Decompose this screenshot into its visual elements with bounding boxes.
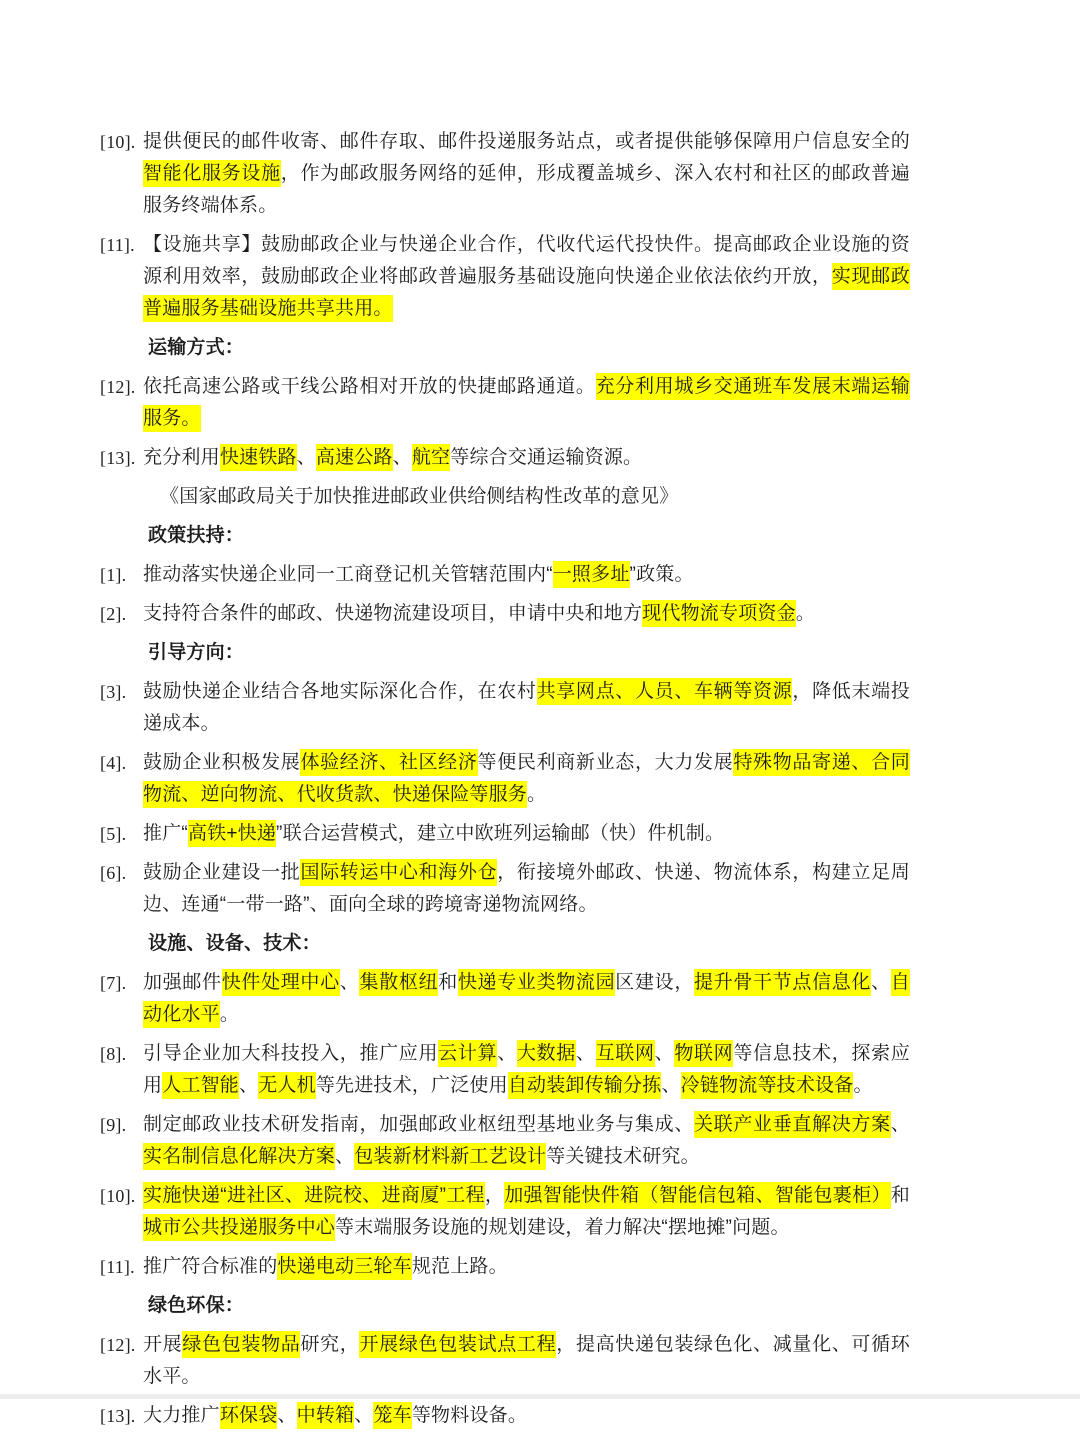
highlighted-text: 开展绿色包装试点工程	[359, 1331, 556, 1358]
plain-text: 、	[296, 447, 316, 468]
plain-text: ，衔接境外邮政、快递、物流体系，构建立足周边、连通“一带一路”、面向全球的跨境寄递物流网络。	[143, 862, 910, 915]
highlighted-text: 快递电动三轮车	[277, 1253, 411, 1280]
plain-text: 等便民利商新业态，大力发展	[477, 752, 734, 773]
plain-text: 。	[853, 1075, 873, 1096]
plain-text: 推动落实快递企业同一工商登记机关管辖范围内“	[143, 564, 553, 585]
highlighted-text: 云计算	[438, 1040, 497, 1067]
highlighted-text: 国际转运中心和海外仓	[300, 859, 497, 886]
highlighted-text: 自动装卸传输分拣	[508, 1072, 662, 1099]
item-number: [13].	[100, 1406, 136, 1426]
item-text	[143, 1040, 910, 1099]
plain-text: 和	[438, 972, 458, 993]
highlighted-text: 快递专业类物流园	[458, 969, 615, 996]
plain-text: 、	[354, 1405, 374, 1426]
plain-text: 、	[497, 1043, 517, 1064]
item-number: [4].	[100, 753, 127, 773]
highlighted-text: 一照多址	[553, 561, 630, 588]
plain-text: 等物料设备。	[411, 1405, 528, 1426]
highlighted-text: 人工智能	[162, 1072, 239, 1099]
plain-text: 开展	[143, 1334, 183, 1355]
highlighted-text: 实现邮政普遍服务基础设施共享共用。	[143, 263, 910, 322]
list-item	[100, 747, 910, 811]
highlighted-text: 笼车	[373, 1402, 411, 1429]
highlighted-text: 环保袋	[220, 1402, 278, 1429]
plain-text: 、	[339, 972, 360, 993]
plain-text: 引导企业加大科技投入，推广应用	[143, 1043, 439, 1064]
highlighted-text: 大数据	[517, 1040, 576, 1067]
list-item	[100, 371, 910, 435]
section-heading: 政策扶持：	[148, 525, 245, 546]
highlighted-text: 包装新材料新工艺设计	[354, 1143, 546, 1170]
list-item	[100, 967, 910, 1031]
plain-text: 、	[335, 1146, 355, 1167]
list-item	[100, 598, 910, 630]
highlighted-text: 关联产业垂直解决方案	[694, 1111, 891, 1138]
highlighted-text: 高铁+快递	[188, 820, 276, 847]
document-body	[100, 126, 910, 1432]
item-text	[143, 969, 910, 1028]
item-text	[143, 859, 910, 915]
highlighted-text: 现代物流专项资金	[642, 600, 796, 627]
document-page	[100, 126, 910, 1439]
plain-text: 等末端服务设施的规划建设，着力解决“摆地摊”问题。	[335, 1217, 790, 1238]
plain-text: 充分利用	[143, 447, 220, 468]
list-item	[100, 1400, 910, 1432]
highlighted-text: 自动化水平	[143, 969, 910, 1028]
item-text	[143, 600, 815, 627]
plain-text: 。	[795, 603, 816, 624]
highlighted-text: 绿色包装物品	[182, 1331, 300, 1358]
plain-text: ，作为邮政服务网络的延伸，形成覆盖城乡、深入农村和社区的邮政普遍服务终端体系。	[143, 163, 911, 216]
item-text	[143, 234, 910, 322]
item-number: [3].	[100, 682, 127, 702]
plain-text: ”联合运营模式，建立中欧班列运输邮（快）件机制。	[276, 823, 725, 844]
item-text	[143, 373, 910, 432]
highlighted-text: 高速公路	[316, 444, 393, 471]
plain-text: 鼓励快递企业结合各地实际深化合作，在农村	[143, 681, 537, 702]
plain-text: 鼓励企业建设一批	[143, 862, 301, 883]
list-item	[100, 126, 910, 222]
page-bottom-edge	[0, 1394, 1080, 1399]
item-text	[143, 1111, 910, 1170]
plain-text: 。	[527, 784, 547, 805]
list-item	[100, 857, 910, 921]
item-text	[143, 561, 694, 588]
plain-text: 等综合交通运输资源。	[450, 447, 643, 468]
list-item	[100, 676, 910, 740]
highlighted-text: 特殊物品寄递、合同物流、逆向物流、代收货款、快递保险等服务	[143, 749, 910, 808]
highlighted-text: 提升骨干节点信息化	[694, 969, 871, 996]
list-item	[100, 229, 910, 325]
highlighted-text: 充分利用城乡交通班车发展末端运输服务。	[143, 373, 910, 432]
plain-text: 推广符合标准的	[143, 1256, 278, 1277]
highlighted-text: 冷链物流等技术设备	[681, 1072, 854, 1099]
plain-text: 加强邮件	[143, 972, 222, 993]
item-text	[143, 820, 724, 847]
item-number: [11].	[100, 235, 135, 255]
plain-text: 制定邮政业技术研发指南，加强邮政业枢纽型基地业务与集成、	[143, 1114, 694, 1135]
plain-text: 、	[575, 1043, 596, 1064]
item-number: [10].	[100, 132, 136, 152]
plain-text: 依托高速公路或干线公路相对开放的快捷邮路通道。	[143, 376, 596, 397]
list-item	[100, 1109, 910, 1173]
item-text	[143, 444, 642, 471]
item-text	[143, 749, 910, 808]
plain-text: 等信息技术，探索应用	[143, 1043, 910, 1096]
item-number: [5].	[100, 824, 127, 844]
plain-text: 、	[239, 1075, 259, 1096]
highlighted-text: 加强智能快件箱（智能信包箱、智能包裹柜）	[504, 1182, 891, 1209]
plain-text: 推广“	[143, 823, 188, 844]
plain-text: ，	[484, 1185, 505, 1206]
item-text	[143, 1182, 910, 1241]
item-text	[143, 1402, 527, 1429]
item-number: [1].	[100, 565, 127, 585]
plain-text: 和	[890, 1185, 910, 1206]
plain-text: 鼓励企业积极发展	[143, 752, 301, 773]
highlighted-text: 快件处理中心	[222, 969, 340, 996]
list-item	[100, 1180, 910, 1244]
highlighted-text: 无人机	[258, 1072, 316, 1099]
list-item	[100, 1329, 910, 1393]
item-number: [9].	[100, 1115, 127, 1135]
highlighted-text: 实名制信息化解决方案	[143, 1143, 335, 1170]
item-number: [10].	[100, 1186, 136, 1206]
highlighted-text: 共享网点、人员、车辆等资源	[537, 678, 793, 705]
list-item	[100, 1251, 910, 1283]
plain-text: ，提高快递包装绿色化、减量化、可循环水平。	[143, 1334, 910, 1387]
item-number: [13].	[100, 448, 136, 468]
plain-text: 研究，	[300, 1334, 360, 1355]
highlighted-text: 物联网	[674, 1040, 733, 1067]
plain-text: 【设施共享】鼓励邮政企业与快递企业合作，代收代运代投快件。提高邮政企业设施的资源利用效率，鼓励邮政企业将邮政普遍服务基础设施向快递企业依法依约开放，	[143, 234, 910, 287]
plain-text: 区建设，	[615, 972, 695, 993]
highlighted-text: 智能化服务设施	[143, 160, 281, 187]
plain-text: 提供便民的邮件收寄、邮件存取、邮件投递服务站点，或者提供能够保障用户信息安全的	[143, 131, 910, 152]
item-text	[143, 678, 910, 734]
plain-text: 。	[219, 1004, 240, 1025]
highlighted-text: 实施快递“进社区、进院校、进商厦”工程	[143, 1182, 485, 1209]
list-item	[100, 559, 910, 591]
plain-text: ”政策。	[629, 564, 694, 585]
list-item	[100, 1038, 910, 1102]
item-number: [12].	[100, 377, 136, 397]
item-text	[143, 1253, 508, 1280]
plain-text: 、	[277, 1405, 297, 1426]
doc-title: 《国家邮政局关于加快推进邮政业供给侧结构性改革的意见》	[160, 486, 679, 507]
item-number: [12].	[100, 1335, 136, 1355]
highlighted-text: 中转箱	[297, 1402, 355, 1429]
plain-text: 、	[392, 447, 412, 468]
plain-text: ，降低末端投递成本。	[143, 681, 910, 734]
plain-text: 、	[871, 972, 891, 993]
item-number: [6].	[100, 863, 127, 883]
section-heading: 设施、设备、技术：	[148, 933, 321, 954]
item-number: [8].	[100, 1044, 127, 1064]
plain-text: 、	[890, 1114, 910, 1135]
item-number: [2].	[100, 604, 127, 624]
highlighted-text: 航空	[412, 444, 450, 471]
plain-text: 规范上路。	[411, 1256, 508, 1277]
item-number: [11].	[100, 1257, 135, 1277]
item-text	[143, 1331, 910, 1387]
plain-text: 等先进技术，广泛使用	[315, 1075, 508, 1096]
list-item	[100, 442, 910, 474]
plain-text: 、	[661, 1075, 681, 1096]
item-number: [7].	[100, 973, 127, 993]
section-heading: 运输方式：	[148, 337, 245, 358]
highlighted-text: 快速铁路	[220, 444, 297, 471]
plain-text: 、	[654, 1043, 675, 1064]
highlighted-text: 集散枢纽	[359, 969, 438, 996]
highlighted-text: 城市公共投递服务中心	[143, 1214, 335, 1241]
list-item	[100, 818, 910, 850]
item-text	[143, 131, 910, 216]
highlighted-text: 体验经济、社区经济	[300, 749, 477, 776]
plain-text: 大力推广	[143, 1405, 220, 1426]
plain-text: 支持符合条件的邮政、快递物流建设项目，申请中央和地方	[143, 603, 643, 624]
section-heading: 引导方向：	[148, 642, 245, 663]
highlighted-text: 互联网	[596, 1040, 655, 1067]
plain-text: 等关键技术研究。	[546, 1146, 700, 1167]
section-heading: 绿色环保：	[148, 1295, 245, 1316]
